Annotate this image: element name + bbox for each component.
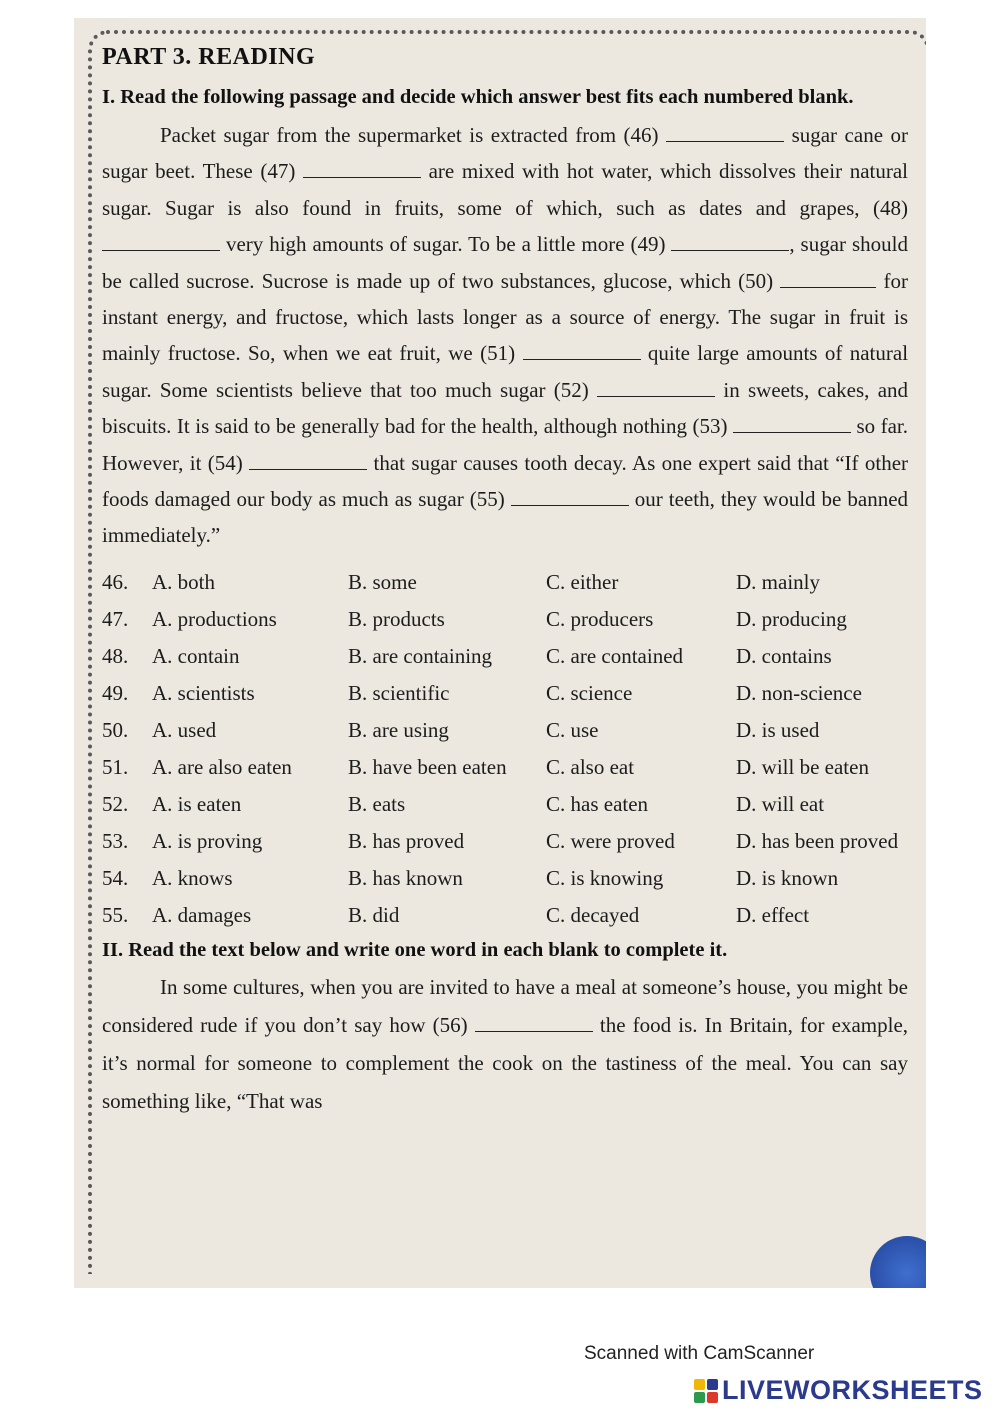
- option-c[interactable]: C. decayed: [546, 902, 640, 927]
- question-number: 50.: [102, 717, 129, 742]
- answer-options: [102, 568, 908, 929]
- option-c[interactable]: C. use: [546, 717, 599, 742]
- scanner-watermark: Scanned with CamScanner: [584, 1343, 815, 1364]
- liveworksheets-logo: [694, 1375, 983, 1406]
- option-d[interactable]: D. producing: [736, 606, 847, 631]
- option-a[interactable]: 52. A. is eaten: [102, 790, 348, 819]
- option-a[interactable]: 49. A. scientists: [102, 679, 348, 708]
- option-b[interactable]: B. some: [348, 569, 417, 594]
- passage-text: quite large amounts of natural sugar. Some scientists believe that too much sugar (52): [102, 341, 909, 402]
- blank-46[interactable]: [666, 123, 784, 142]
- worksheet-page: [74, 18, 926, 1288]
- option-c[interactable]: C. either: [546, 569, 619, 594]
- reading-section: [102, 44, 908, 1120]
- blank-53[interactable]: [733, 414, 851, 433]
- passage-text: Packet sugar from the supermarket is extracted from (46): [160, 123, 659, 147]
- passage-text: , sugar should be called sucrose. Sucrose is made up of two substances, glucose, which (50): [102, 232, 908, 293]
- option-b[interactable]: B. products: [348, 606, 445, 631]
- option-b[interactable]: B. have been eaten: [348, 754, 507, 779]
- option-b[interactable]: B. are using: [348, 717, 449, 742]
- option-c[interactable]: C. has eaten: [546, 791, 649, 816]
- passage-text: very high amounts of sugar. To be a little more (49): [225, 232, 666, 257]
- blank-47[interactable]: [303, 159, 421, 178]
- question-number: 53.: [102, 828, 129, 853]
- blank-52[interactable]: [597, 378, 715, 397]
- passage-text: for instant energy, and fructose, which lasts longer as a source of energy. The sugar in fruit is mainly fructose. So, when we eat fruit, we (51): [102, 268, 908, 366]
- passage-text: that sugar causes tooth decay. As one expert said that “If other foods damaged our body as much as sugar (55): [102, 450, 909, 512]
- passage-2: [102, 968, 908, 1120]
- passage-text: the food is. In Britain, for example, it’s normal for someone to complement the cook on the tastiness of the meal. You can say something like, “That was: [102, 1013, 909, 1114]
- option-d[interactable]: D. effect: [736, 902, 810, 927]
- option-b[interactable]: B. eats: [348, 791, 406, 816]
- option-a[interactable]: 48. A. contain: [102, 642, 348, 671]
- passage-text: sugar cane or sugar beet. These (47): [102, 123, 909, 184]
- option-d[interactable]: D. contains: [736, 643, 832, 668]
- section2-instruction: II. Read the text below and write one word in each blank to complete it.: [102, 939, 728, 962]
- passage-text: so far. However, it (54): [102, 414, 909, 475]
- option-c[interactable]: C. is knowing: [546, 865, 664, 890]
- option-a[interactable]: 47. A. productions: [102, 605, 348, 634]
- blank-56[interactable]: [475, 1013, 593, 1032]
- option-d[interactable]: D. has been proved: [736, 828, 899, 853]
- question-number: 51.: [102, 754, 129, 779]
- option-d[interactable]: D. will be eaten: [736, 754, 869, 779]
- blank-55[interactable]: [511, 487, 629, 506]
- option-b[interactable]: B. has proved: [348, 828, 465, 853]
- passage-text: are mixed with hot water, which dissolves their natural sugar. Sugar is also found in fruits, some of which, such as dates and grapes, (48): [102, 159, 909, 220]
- question-number: 46.: [102, 569, 129, 594]
- question-number: 52.: [102, 791, 129, 816]
- option-a[interactable]: 55. A. damages: [102, 901, 348, 930]
- brand-name: LIVEWORKSHEETS: [722, 1375, 983, 1405]
- question-number: 47.: [102, 606, 129, 631]
- option-c[interactable]: C. producers: [546, 606, 654, 631]
- question-number: 48.: [102, 643, 129, 668]
- option-a[interactable]: 53. A. is proving: [102, 827, 348, 856]
- blank-51[interactable]: [523, 341, 641, 360]
- option-a[interactable]: 54. A. knows: [102, 864, 348, 893]
- blank-54[interactable]: [249, 451, 367, 470]
- option-c[interactable]: C. also eat: [546, 754, 635, 779]
- option-a[interactable]: 50. A. used: [102, 716, 348, 745]
- option-c[interactable]: C. are contained: [546, 643, 684, 668]
- passage-text: our teeth, they would be banned immediately.”: [102, 487, 909, 548]
- blank-50[interactable]: [780, 269, 876, 288]
- section1-instruction: I. Read the following passage and decide which answer best fits each numbered blank.: [102, 86, 854, 108]
- passage-text: in sweets, cakes, and biscuits. It is said to be generally bad for the health, although nothing (53): [102, 377, 909, 439]
- option-d[interactable]: D. non-science: [736, 680, 862, 705]
- blank-48[interactable]: [102, 232, 220, 251]
- passage-1: [102, 117, 908, 554]
- option-b[interactable]: B. are containing: [348, 643, 493, 668]
- question-number: 54.: [102, 865, 129, 890]
- option-d[interactable]: D. will eat: [736, 791, 825, 816]
- option-b[interactable]: B. scientific: [348, 680, 450, 705]
- option-a[interactable]: 51. A. are also eaten: [102, 753, 348, 782]
- option-c[interactable]: C. science: [546, 680, 633, 705]
- option-d[interactable]: D. is used: [736, 717, 820, 742]
- option-d[interactable]: D. is known: [736, 865, 839, 890]
- question-number: 49.: [102, 680, 129, 705]
- option-d[interactable]: D. mainly: [736, 569, 820, 594]
- option-a[interactable]: 46. A. both: [102, 568, 348, 597]
- blank-49[interactable]: [671, 232, 789, 251]
- option-c[interactable]: C. were proved: [546, 828, 675, 853]
- part-title: PART 3. READING: [102, 44, 316, 70]
- liveworksheets-icon: [694, 1379, 718, 1403]
- question-number: 55.: [102, 902, 129, 927]
- option-b[interactable]: B. has known: [348, 865, 463, 890]
- option-b[interactable]: B. did: [348, 902, 400, 927]
- passage-text: In some cultures, when you are invited to have a meal at someone’s house, you might be considered rude if you don’t say how (56): [102, 975, 908, 1038]
